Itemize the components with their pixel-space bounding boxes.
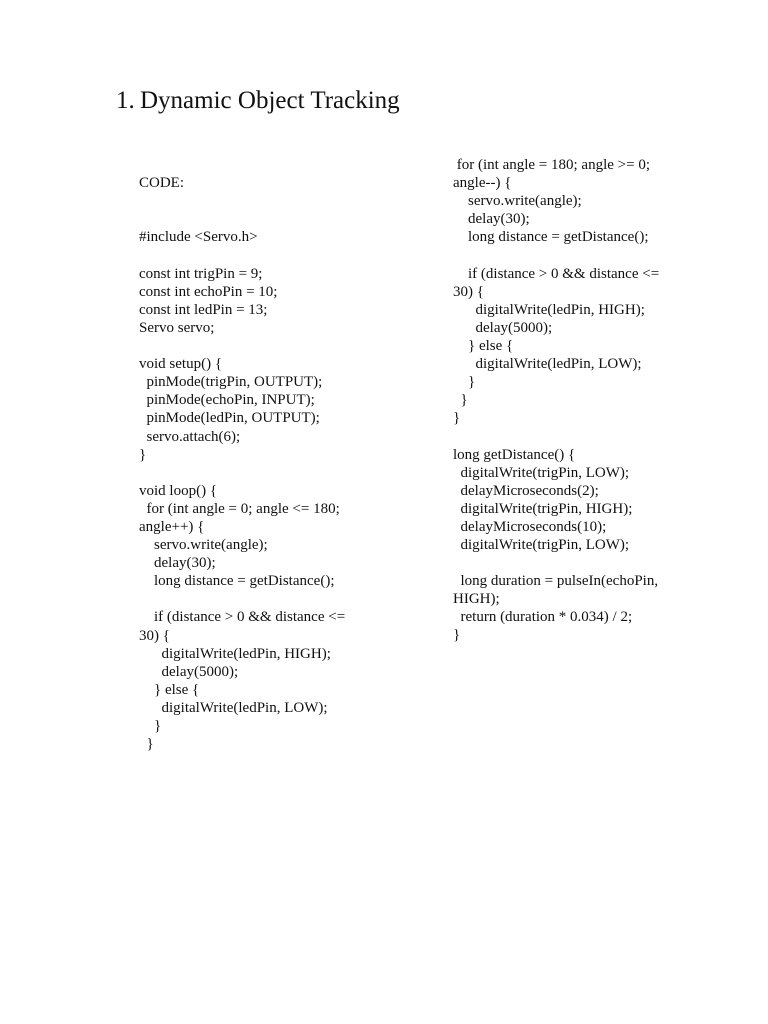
code-line: if (distance > 0 && distance <=	[139, 609, 346, 626]
code-line: delay(30);	[139, 555, 216, 572]
code-line: if (distance > 0 && distance <=	[453, 265, 660, 282]
code-line	[139, 590, 345, 608]
code-line: } else {	[453, 337, 514, 354]
code-line: pinMode(ledPin, OUTPUT);	[139, 410, 320, 427]
code-line: pinMode(echoPin, INPUT);	[139, 392, 315, 409]
section-heading	[116, 84, 400, 118]
code-line: angle--) {	[453, 175, 512, 192]
code-line: delay(30);	[453, 211, 530, 228]
code-line: }	[453, 627, 461, 644]
code-line: digitalWrite(ledPin, HIGH);	[453, 301, 645, 318]
code-line: } else {	[139, 681, 200, 698]
code-line: const int trigPin = 9;	[139, 265, 263, 282]
code-line: long distance = getDistance();	[453, 229, 649, 246]
code-line: servo.write(angle);	[453, 193, 582, 210]
code-line: digitalWrite(trigPin, LOW);	[453, 536, 630, 553]
code-line: digitalWrite(trigPin, HIGH);	[453, 500, 633, 517]
code-line: digitalWrite(ledPin, LOW);	[139, 699, 328, 716]
code-line: digitalWrite(ledPin, LOW);	[453, 356, 642, 373]
code-line: pinMode(trigPin, OUTPUT);	[139, 374, 323, 391]
code-line: 30) {	[453, 283, 484, 300]
code-line: angle++) {	[139, 518, 205, 535]
code-line: digitalWrite(trigPin, LOW);	[453, 464, 630, 481]
code-line	[139, 464, 345, 482]
code-column-left	[139, 138, 345, 753]
code-line: delay(5000);	[139, 663, 239, 680]
code-line: }	[139, 736, 154, 753]
code-line: delay(5000);	[453, 319, 553, 336]
code-line: delayMicroseconds(2);	[453, 482, 599, 499]
code-line	[139, 337, 345, 355]
code-line	[139, 247, 345, 265]
code-line	[453, 427, 659, 445]
code-line: const int echoPin = 10;	[139, 283, 278, 300]
code-line: 30) {	[139, 627, 170, 644]
code-line: Servo servo;	[139, 319, 215, 336]
section-number: 1.	[116, 87, 135, 114]
code-line	[453, 246, 659, 264]
code-line: servo.write(angle);	[139, 537, 268, 554]
code-line: for (int angle = 0; angle <= 180;	[139, 500, 340, 517]
code-line	[453, 554, 659, 572]
code-line: long duration = pulseIn(echoPin,	[453, 573, 659, 590]
code-line	[139, 210, 345, 228]
code-column-right	[453, 156, 659, 645]
code-line: long getDistance() {	[453, 446, 576, 463]
code-label: CODE:	[139, 175, 184, 192]
code-line: for (int angle = 180; angle >= 0;	[453, 157, 650, 173]
code-line: const int ledPin = 13;	[139, 301, 268, 318]
code-line: #include <Servo.h>	[139, 229, 258, 246]
code-line: long distance = getDistance();	[139, 573, 335, 590]
code-line: return (duration * 0.034) / 2;	[453, 609, 633, 626]
code-line: void setup() {	[139, 356, 223, 373]
code-line: void loop() {	[139, 482, 218, 499]
code-line: }	[453, 410, 461, 427]
section-title: Dynamic Object Tracking	[140, 87, 400, 114]
code-line: }	[139, 718, 162, 734]
code-line: delayMicroseconds(10);	[453, 518, 607, 535]
code-line: HIGH);	[453, 591, 500, 608]
code-line: }	[139, 446, 147, 463]
code-line: servo.attach(6);	[139, 428, 241, 445]
code-line: }	[453, 374, 476, 391]
code-line: }	[453, 392, 468, 409]
code-line: digitalWrite(ledPin, HIGH);	[139, 645, 331, 662]
